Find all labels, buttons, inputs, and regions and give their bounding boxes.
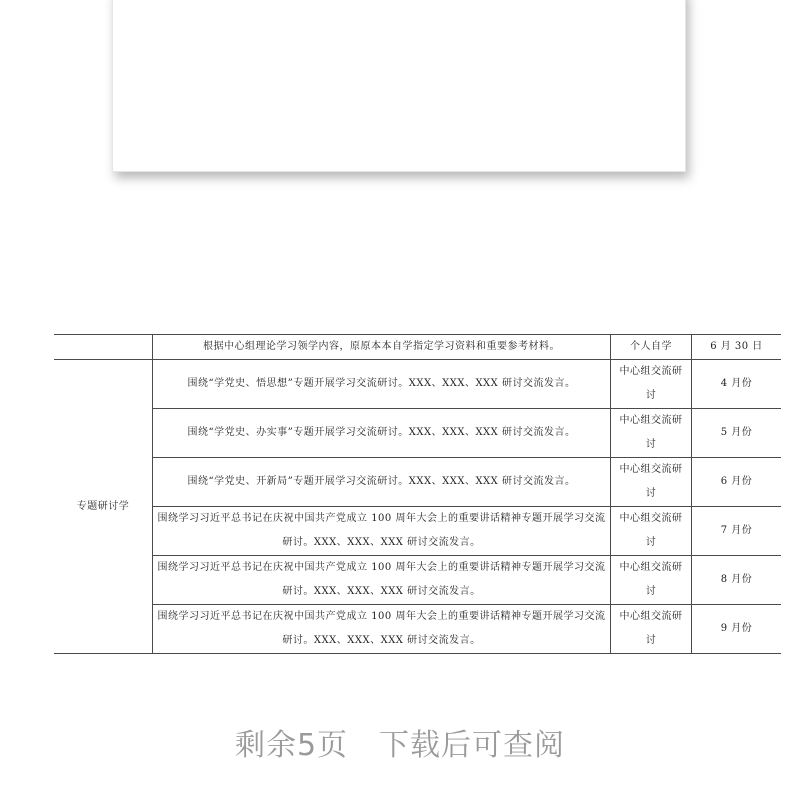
time-cell: 9 月份: [692, 605, 782, 654]
content-cell: 围绕学习习近平总书记在庆祝中国共产党成立 100 周年大会上的重要讲话精神专题开展学习交流研讨。XXX、XXX、XXX 研讨交流发言。: [153, 556, 611, 605]
time-cell: 7 月份: [692, 507, 782, 556]
content-cell: 围绕“学党史、办实事”专题开展学习交流研讨。XXX、XXX、XXX 研讨交流发言。: [153, 409, 611, 458]
table-row: [54, 556, 781, 605]
method-cell: 中心组交流研讨: [611, 458, 692, 507]
category-cell: [54, 335, 153, 360]
table-row: [54, 605, 781, 654]
time-cell: 6 月 30 日: [692, 335, 782, 360]
method-cell: 中心组交流研讨: [611, 360, 692, 409]
table-row: [54, 360, 781, 409]
method-cell: 中心组交流研讨: [611, 507, 692, 556]
content-cell: 围绕学习习近平总书记在庆祝中国共产党成立 100 周年大会上的重要讲话精神专题开展学习交流研讨。XXX、XXX、XXX 研讨交流发言。: [153, 507, 611, 556]
table-row: [54, 458, 781, 507]
content-cell: 围绕学习习近平总书记在庆祝中国共产党成立 100 周年大会上的重要讲话精神专题开展学习交流研讨。XXX、XXX、XXX 研讨交流发言。: [153, 605, 611, 654]
category-cell: 专题研讨学: [54, 360, 153, 654]
document-preview-page: [112, 0, 686, 172]
method-cell: 中心组交流研讨: [611, 556, 692, 605]
table-row: [54, 335, 781, 360]
study-plan-table: [54, 334, 781, 654]
content-cell: 围绕“学党史、开新局”专题开展学习交流研讨。XXX、XXX、XXX 研讨交流发言。: [153, 458, 611, 507]
remaining-pages-notice[interactable]: 剩余5页 下载后可查阅: [234, 728, 566, 763]
content-cell: 围绕“学党史、悟思想”专题开展学习交流研讨。XXX、XXX、XXX 研讨交流发言。: [153, 360, 611, 409]
time-cell: 5 月份: [692, 409, 782, 458]
time-cell: 4 月份: [692, 360, 782, 409]
time-cell: 8 月份: [692, 556, 782, 605]
table-row: [54, 507, 781, 556]
content-cell: 根据中心组理论学习领学内容，原原本本自学指定学习资料和重要参考材料。: [153, 335, 611, 360]
time-cell: 6 月份: [692, 458, 782, 507]
method-cell: 个人自学: [611, 335, 692, 360]
table-row: [54, 409, 781, 458]
method-cell: 中心组交流研讨: [611, 409, 692, 458]
method-cell: 中心组交流研讨: [611, 605, 692, 654]
